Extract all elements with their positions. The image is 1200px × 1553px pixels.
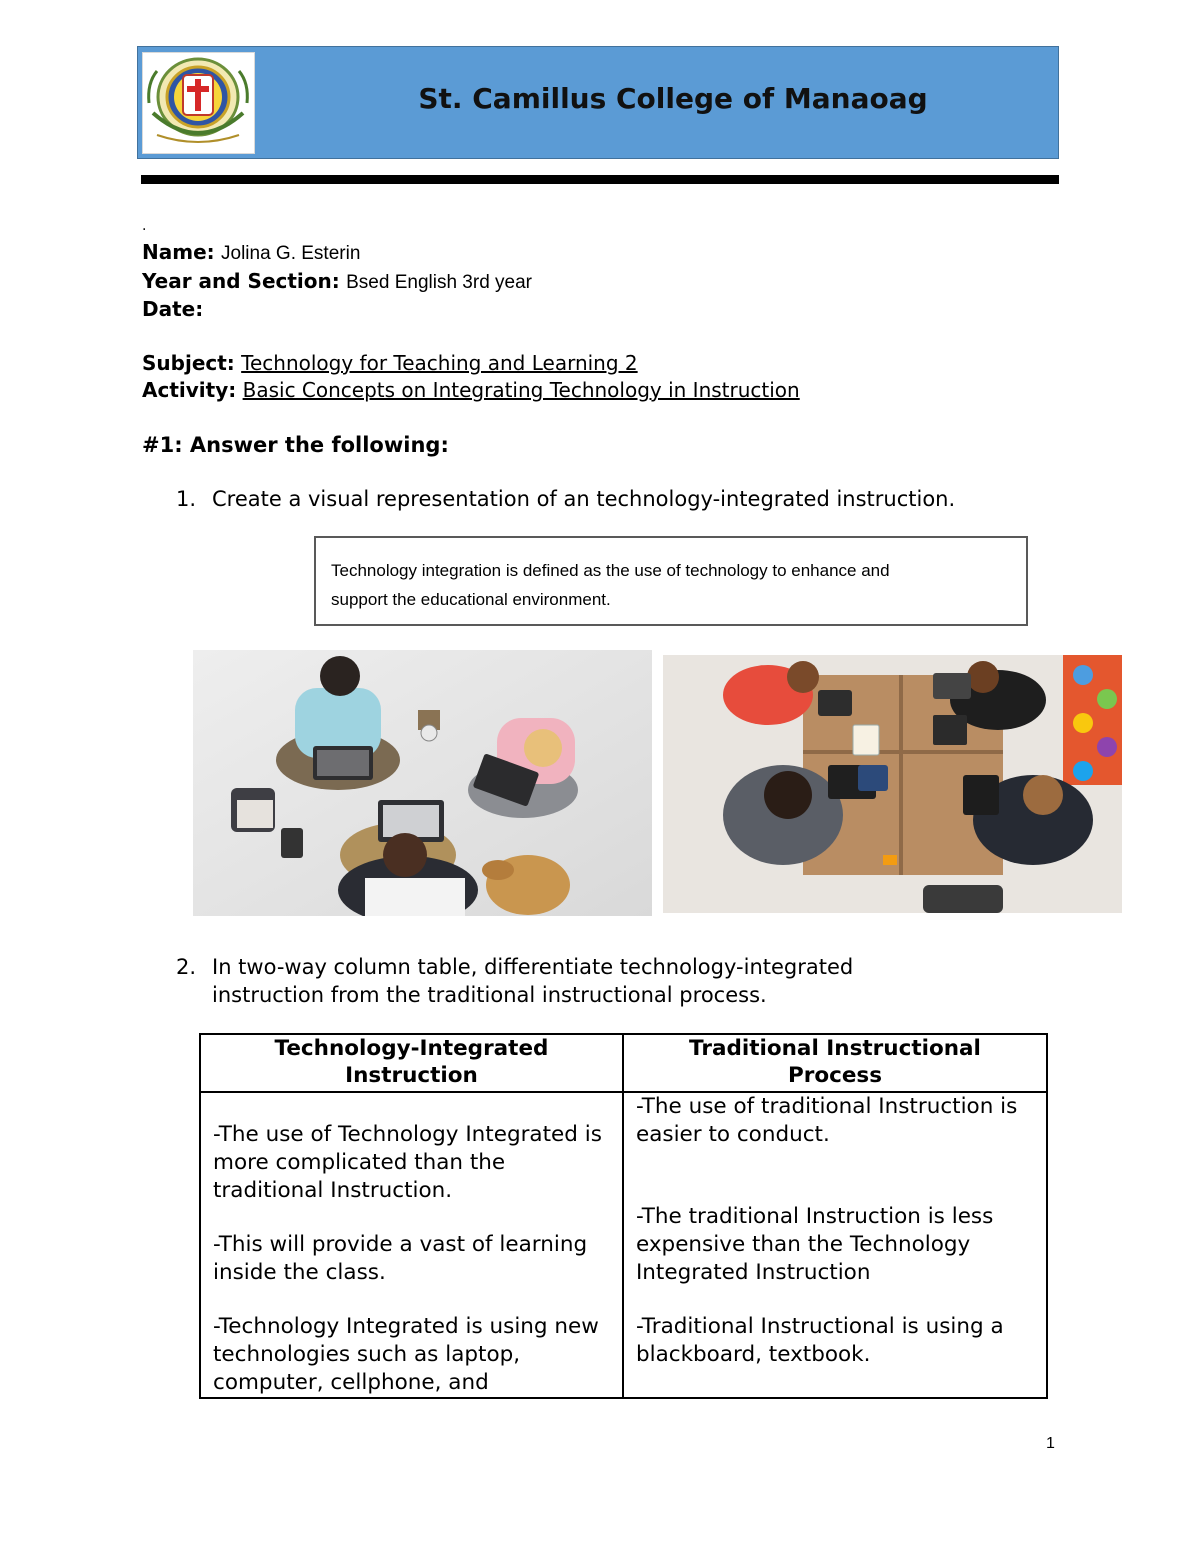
college-logo	[142, 52, 255, 154]
year-section-line	[142, 269, 532, 294]
header-traditional-process: Traditional Instructional Process	[623, 1034, 1047, 1092]
callout-line-1: Technology integration is defined as the use of technology to enhance and	[331, 561, 890, 580]
activity-label: Activity:	[142, 378, 237, 402]
question-2-line-1: In two-way column table, differentiate technology-integrated	[212, 955, 854, 979]
comparison-table	[199, 1033, 1048, 1399]
subject-line	[142, 351, 638, 375]
callout-line-2: support the educational environment.	[331, 590, 611, 609]
definition-callout	[314, 536, 1028, 626]
question-1-text: Create a visual representation of an technology-integrated instruction.	[212, 487, 956, 511]
activity-line	[142, 378, 800, 402]
question-2-number: 2.	[176, 955, 197, 979]
technology-item-2: -This will provide a vast of learning inside the class.	[213, 1232, 588, 1285]
traditional-item-3: -Traditional Instructional is using a blackboard, textbook.	[635, 1314, 1004, 1367]
page-number: 1	[1046, 1435, 1055, 1452]
year-section-value: Bsed English 3rd year	[346, 272, 533, 293]
question-1	[176, 487, 955, 511]
year-section-label: Year and Section:	[142, 269, 340, 293]
technology-integrated-cell	[200, 1092, 623, 1398]
subject-label: Subject:	[142, 351, 235, 375]
traditional-item-1: -The use of traditional Instruction is easier to conduct.	[635, 1094, 1018, 1147]
question-1-number: 1.	[176, 487, 197, 511]
traditional-process-cell	[623, 1092, 1047, 1398]
subject-value: Technology for Teaching and Learning 2	[241, 351, 638, 375]
header-technology-integrated: Technology-Integrated Instruction	[200, 1034, 623, 1092]
table-row	[200, 1092, 1047, 1398]
activity-value: Basic Concepts on Integrating Technology in Instruction	[242, 378, 800, 402]
name-line	[142, 240, 360, 265]
name-label: Name:	[142, 240, 215, 264]
traditional-item-2: -The traditional Instruction is less expensive than the Technology Integrated Instruction	[635, 1204, 994, 1285]
header-banner	[137, 46, 1059, 159]
technology-item-1: -The use of Technology Integrated is more complicated than the traditional Instruction.	[213, 1122, 602, 1203]
college-seal-icon	[143, 53, 254, 153]
stray-mark: .	[142, 218, 147, 234]
name-value: Jolina G. Esterin	[221, 243, 361, 264]
table-header-row	[200, 1034, 1047, 1092]
question-2-line-2: instruction from the traditional instructional process.	[212, 983, 767, 1007]
technology-item-3: -Technology Integrated is using new technologies such as laptop, computer, cellphone, and	[213, 1314, 599, 1395]
college-name: St. Camillus College of Manaoag	[418, 82, 928, 115]
question-2	[176, 953, 853, 1009]
section-heading: #1: Answer the following:	[142, 433, 449, 457]
date-line	[142, 297, 203, 321]
header-divider	[141, 175, 1059, 184]
students-on-floor-with-laptops-photo	[193, 650, 652, 916]
students-at-desks-with-laptops-photo	[663, 655, 1122, 913]
date-label: Date:	[142, 297, 204, 321]
